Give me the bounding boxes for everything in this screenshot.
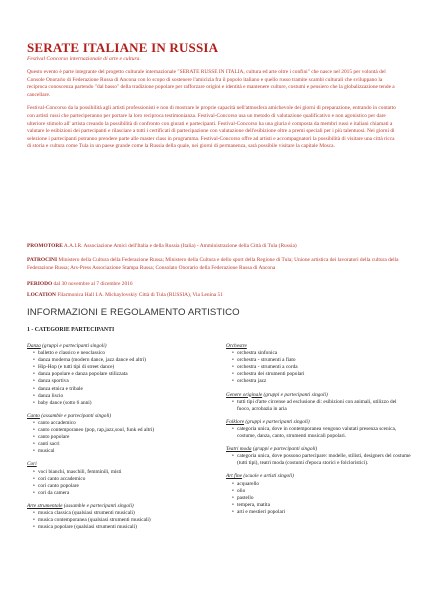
list-item: • musica classica (qualsiasi strumenti musicali): [33, 510, 212, 517]
list-item: • baby dance (sotto 6 anni): [33, 400, 212, 407]
categories-right-column: [226, 343, 411, 522]
patrocini-label: PATROCINI: [27, 257, 58, 263]
list-item: • orchestra - strumenti a fiato: [232, 357, 411, 364]
list-item: • danza moderna (modern dance, jazz dance ed altri): [33, 357, 212, 364]
category-name: Danza: [27, 343, 41, 349]
category-art-fine: [226, 473, 411, 516]
category-list: [226, 481, 411, 516]
category-heading: [226, 392, 411, 399]
list-item: • Hip-Hop (e tutti tipi di street dance): [33, 364, 212, 371]
promotore-label: PROMOTORE: [27, 243, 63, 249]
category-cori: [27, 461, 212, 496]
periodo-line: [27, 281, 399, 289]
category-list: [226, 426, 411, 440]
category-heading: [226, 473, 411, 480]
section-heading: INFORMAZIONI E REGOLAMENTO ARTISTICO: [27, 307, 240, 318]
categories-subheading: 1 - CATEGORIE PARTECIPANTI: [27, 327, 115, 333]
patrocini-value: Ministero della Cultura della Federazione Russa; Ministero della Cultura e dello sport della Regione di Tula; Unione artistica dei lavoratori della cultura della Federazione Russa; Ars-Press Associazione Stampa Russa; Consolato Onorario della Federazione Russa di Ancona: [27, 257, 399, 271]
list-item: • cori da camera: [33, 490, 212, 497]
category-name: Canto: [27, 412, 40, 419]
list-item: • musical: [33, 448, 212, 455]
category-list: [27, 510, 212, 531]
categories-left-column: [27, 343, 212, 537]
list-item: • categoria unica, dove possono partecipare: modelle, stilisti, designers del costume (tutti tipi), teatri moda (costumi d'epoca storici e folcloristici).: [232, 453, 411, 467]
list-item: • cori canto accademico: [33, 476, 212, 483]
list-item: • canto accademico: [33, 420, 212, 427]
category-teatri-moda: [226, 446, 411, 467]
category-qualifier: (scuole e artisti singoli): [243, 473, 294, 480]
list-item: • olio: [232, 488, 411, 495]
category-name: Genere originale: [226, 391, 263, 398]
category-genere-originale: [226, 392, 411, 413]
list-item: • tutti tipi d'arte circense ad esclusione di: esibizioni con animali, utilizzo del fuoco, acrobazia in aria: [232, 399, 411, 413]
list-item: • canti sacri: [33, 441, 212, 448]
list-item: • pastello: [232, 495, 411, 502]
category-qualifier: (gruppi e partecipanti singoli): [245, 418, 310, 425]
list-item: • orchestra jazz: [232, 378, 411, 385]
category-name: Folklore: [226, 418, 245, 425]
promotore-value: A.A.I.R. Associazione Amici dell'Italia e della Russia (Italia) - Amministrazione della Città di Tula (Russia): [63, 243, 297, 249]
list-item: • arti e mestieri popolari: [232, 509, 411, 516]
category-orchestre: [226, 343, 411, 386]
periodo-label: PERIODO: [27, 281, 53, 287]
periodo-value: dal 30 novembre al 7 dicembre 2016: [53, 281, 133, 287]
category-canto: [27, 413, 212, 456]
list-item: • danza sportiva: [33, 378, 212, 385]
document-title: SERATE ITALIANE IN RUSSIA: [27, 40, 219, 55]
category-qualifier: (assamble e partecipanti singoli): [41, 412, 112, 419]
category-danza: [27, 343, 212, 407]
category-qualifier: (gruppi e partecipanti singoli): [42, 343, 107, 349]
category-qualifier: (assamble e partecipanti singoli): [63, 502, 134, 509]
list-item: • danza etnica e tribale: [33, 386, 212, 393]
list-item: • danza popolare e danza popolare stilizzata: [33, 371, 212, 378]
category-heading: [27, 343, 212, 350]
category-name: Art fine: [226, 473, 243, 480]
location-value: Filarmonica Hall I.A. Michaylovskiy Città di Tula (RUSSIA), Via Lenina 51: [57, 292, 223, 298]
list-item: • orchestra sinfonica: [232, 350, 411, 357]
list-item: • acquarello: [232, 481, 411, 488]
category-name: Orchestre: [226, 343, 247, 349]
category-folklore: [226, 419, 411, 440]
category-list: [226, 453, 411, 467]
category-heading: [226, 419, 411, 426]
location-label: LOCATION: [27, 292, 56, 298]
location-line: [27, 292, 399, 300]
list-item: • orchestra - strumenti a corda: [232, 364, 411, 371]
list-item: • musica contemporanea (qualsiasi strumenti musicali): [33, 517, 212, 524]
category-list: [226, 350, 411, 385]
list-item: • tempera, matita: [232, 502, 411, 509]
list-item: • voci bianchi, maschili, femminili, misti: [33, 469, 212, 476]
intro-paragraph-1: Questo evento è parte integrante del progetto culturale internazionale "SERATE RUSSE IN ITALIA, cultura ed arte oltre i confini" che nasce nel 2015 per volontà del Console Onorario di Federazione Russa di Ancona con lo scopo di sostenere l'amicizia fra il popolo italiano e quello russo tramite scambi culturali che sviluppano la reciproca conoscenza partendo "dal basso" della tradizione popolare per rafforzare origini e identità e mantenere culture, costumi e pensiero che la globalizzazione tende a cancellare.: [27, 69, 395, 98]
intro-paragraph-2: Festival-Concorso da la possibilità agli artisti professionisti e non di mostrare le proprie capacità nell'atmosfera amichevole dei giorni di preparazione, entrando in contatto con artisti russi che parteciperanno per portare la loro reciproca testimonianza. Festival-Concorso usa un metodo di valutazione qualificativo e non agonistico per dare ulteriore stimolo all' artista creando la possibilità di confronto con giurati e partecipanti. Festival-Concorso ha una giuria è composta da membri russi e italiani chiamati a valutare le esibizioni dei partecipanti e rilasciare a tutti i certificati di partecipazione con valutazione dell'esibizione oltre a premi speciali per i più talentuosi. Nei giorni di selezione i partecipanti potranno prendere parte alle master class in programma. Festival-Concorso offre ad artisti e accompagnatori la possibilità di visitare una città ricca di storia e cultura come Tula in un paese grande come la Russia della quale, nei giorni di permanenza, sarà possibile visitare la capitale Mosca.: [27, 105, 396, 150]
list-item: • orchestra dei strumenti popolari: [232, 371, 411, 378]
patrocini-line: [27, 257, 399, 272]
list-item: • categoria unica, dove in contemporanea vengono valutati presenza scenica, costume, danza, canto, strumenti musicali popolari.: [232, 426, 411, 440]
list-item: • musica popolare (qualsiasi strumenti musicali): [33, 524, 212, 531]
list-item: • danza liscio: [33, 393, 212, 400]
category-name: Arte strumentale: [27, 502, 63, 509]
category-heading: [27, 413, 212, 420]
category-list: [226, 399, 411, 413]
category-heading: [27, 461, 212, 468]
list-item: • cori canto popolare: [33, 483, 212, 490]
document-subtitle: Festival Concorso internazionale di arte e cultura.: [27, 56, 141, 62]
list-item: • balletto e classico e neoclassico: [33, 350, 212, 357]
category-list: [27, 350, 212, 407]
category-heading: [27, 503, 212, 510]
category-qualifier: (gruppi e partecipanti singoli): [252, 446, 318, 453]
category-name: Teatri moda: [226, 446, 252, 453]
category-name: Cori: [27, 461, 37, 468]
intro-section: [27, 69, 399, 157]
category-qualifier: (gruppi e partecipanti singoli): [263, 391, 328, 398]
category-list: [27, 420, 212, 455]
document-header: [27, 40, 402, 62]
list-item: • canto contemporaneo (pop, rap,jazz,soul, funk ed altri): [33, 427, 212, 434]
category-heading: [226, 446, 411, 453]
category-list: [27, 469, 212, 497]
promotore-line: [27, 243, 399, 251]
list-item: • canto popolare: [33, 434, 212, 441]
category-arte-strumentale: [27, 503, 212, 531]
